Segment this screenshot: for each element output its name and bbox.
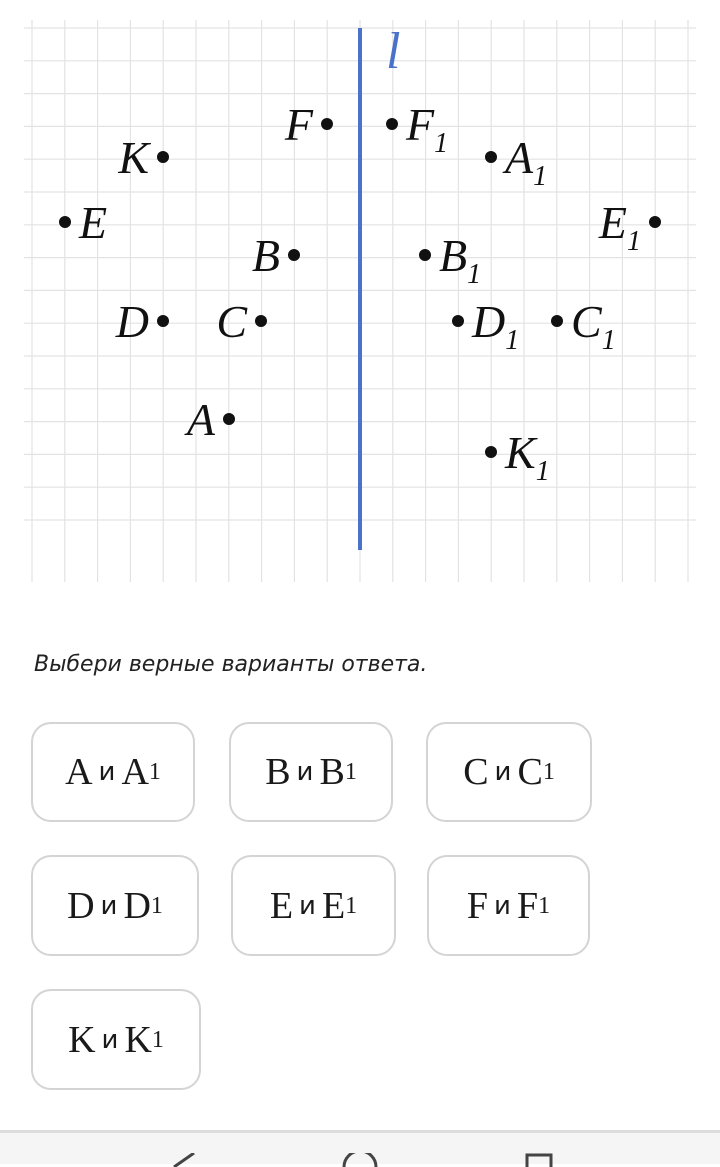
option-e-e1[interactable]: E и E 1 (231, 855, 396, 956)
option-conjunction: и (98, 757, 116, 787)
point-label (504, 427, 550, 487)
point-label (184, 394, 216, 445)
system-navigation-bar (0, 1130, 720, 1164)
point-dot (485, 151, 497, 163)
point-letter: B (439, 230, 468, 281)
point-label (284, 99, 314, 150)
option-c-c1[interactable]: C и C 1 (426, 722, 592, 822)
option-conjunction: и (494, 757, 512, 787)
point-d1 (452, 296, 519, 356)
point-a1 (485, 132, 547, 192)
recents-icon[interactable] (524, 1153, 554, 1167)
back-icon[interactable] (168, 1153, 198, 1167)
point-dot (59, 216, 71, 228)
option-first-point: E (269, 884, 294, 927)
point-e1 (598, 197, 661, 257)
option-k-k1[interactable]: K и K 1 (31, 989, 201, 1090)
home-icon[interactable] (340, 1153, 380, 1167)
point-letter: E (79, 197, 108, 248)
point-c (216, 296, 267, 347)
point-label (216, 296, 248, 347)
point-letter: A (505, 132, 534, 183)
option-conjunction: и (494, 890, 511, 921)
option-f-f1[interactable]: F и F 1 (427, 855, 590, 956)
point-b (252, 230, 300, 281)
point-d (115, 296, 169, 347)
point-letter: E (598, 197, 627, 248)
point-letter: C (216, 296, 247, 347)
option-a-a1[interactable]: A и A 1 (31, 722, 195, 822)
point-letter: F (284, 99, 313, 150)
point-letter: D (472, 296, 506, 347)
point-dot (452, 315, 464, 327)
point-label (571, 296, 616, 356)
option-first-point: A (65, 751, 93, 793)
point-subscript: 1 (505, 325, 520, 356)
point-label (252, 230, 280, 281)
point-letter: C (571, 296, 602, 347)
point-label (115, 296, 149, 347)
option-first-point: K (68, 1018, 96, 1061)
point-k (117, 132, 169, 183)
instruction-text: Выбери верные варианты ответа. (34, 652, 428, 677)
point-subscript: 1 (601, 325, 616, 356)
point-e (59, 197, 107, 248)
point-c1 (551, 296, 616, 356)
option-conjunction: и (101, 1024, 119, 1055)
point-dot (288, 249, 300, 261)
point-k1 (485, 427, 550, 487)
point-b1 (419, 230, 481, 290)
point-dot (223, 413, 235, 425)
option-conjunction: и (296, 757, 314, 787)
option-first-point: C (463, 751, 489, 793)
point-letter: K (118, 132, 149, 183)
option-second-point: K (124, 1018, 152, 1061)
point-f (284, 99, 333, 150)
option-second-point: B (319, 751, 345, 793)
point-letter: B (251, 230, 280, 281)
point-letter: A (186, 394, 215, 445)
option-second-point: F (516, 884, 539, 927)
point-dot (157, 315, 169, 327)
option-conjunction: и (299, 890, 316, 921)
point-subscript: 1 (533, 161, 548, 192)
point-letter: K (505, 427, 536, 478)
option-first-point: B (265, 751, 291, 793)
point-subscript: 1 (467, 259, 482, 290)
axis-label: l (386, 23, 401, 80)
point-subscript: 1 (535, 456, 550, 487)
point-label (439, 230, 481, 290)
option-conjunction: и (100, 890, 118, 921)
option-b-b1[interactable]: B и B 1 (229, 722, 393, 822)
point-label (598, 197, 641, 257)
point-label (405, 99, 448, 159)
option-first-point: F (466, 884, 489, 927)
point-label (471, 296, 519, 356)
point-dot (255, 315, 267, 327)
point-subscript: 1 (627, 226, 641, 257)
point-letter: D (115, 296, 149, 347)
option-second-point: E (321, 884, 346, 927)
point-dot (485, 446, 497, 458)
option-first-point: D (67, 884, 95, 927)
option-d-d1[interactable]: D и D 1 (31, 855, 199, 956)
point-dot (386, 118, 398, 130)
option-second-point: C (517, 751, 543, 793)
point-label (78, 197, 107, 248)
point-dot (551, 315, 563, 327)
option-second-point: D (123, 884, 151, 927)
option-second-point: A (121, 751, 149, 793)
point-dot (649, 216, 661, 228)
point-f1 (386, 99, 448, 159)
point-a (184, 394, 235, 445)
point-dot (321, 118, 333, 130)
point-subscript: 1 (434, 128, 449, 159)
point-dot (419, 249, 431, 261)
point-letter: F (406, 99, 435, 150)
point-label (117, 132, 151, 183)
point-dot (157, 151, 169, 163)
